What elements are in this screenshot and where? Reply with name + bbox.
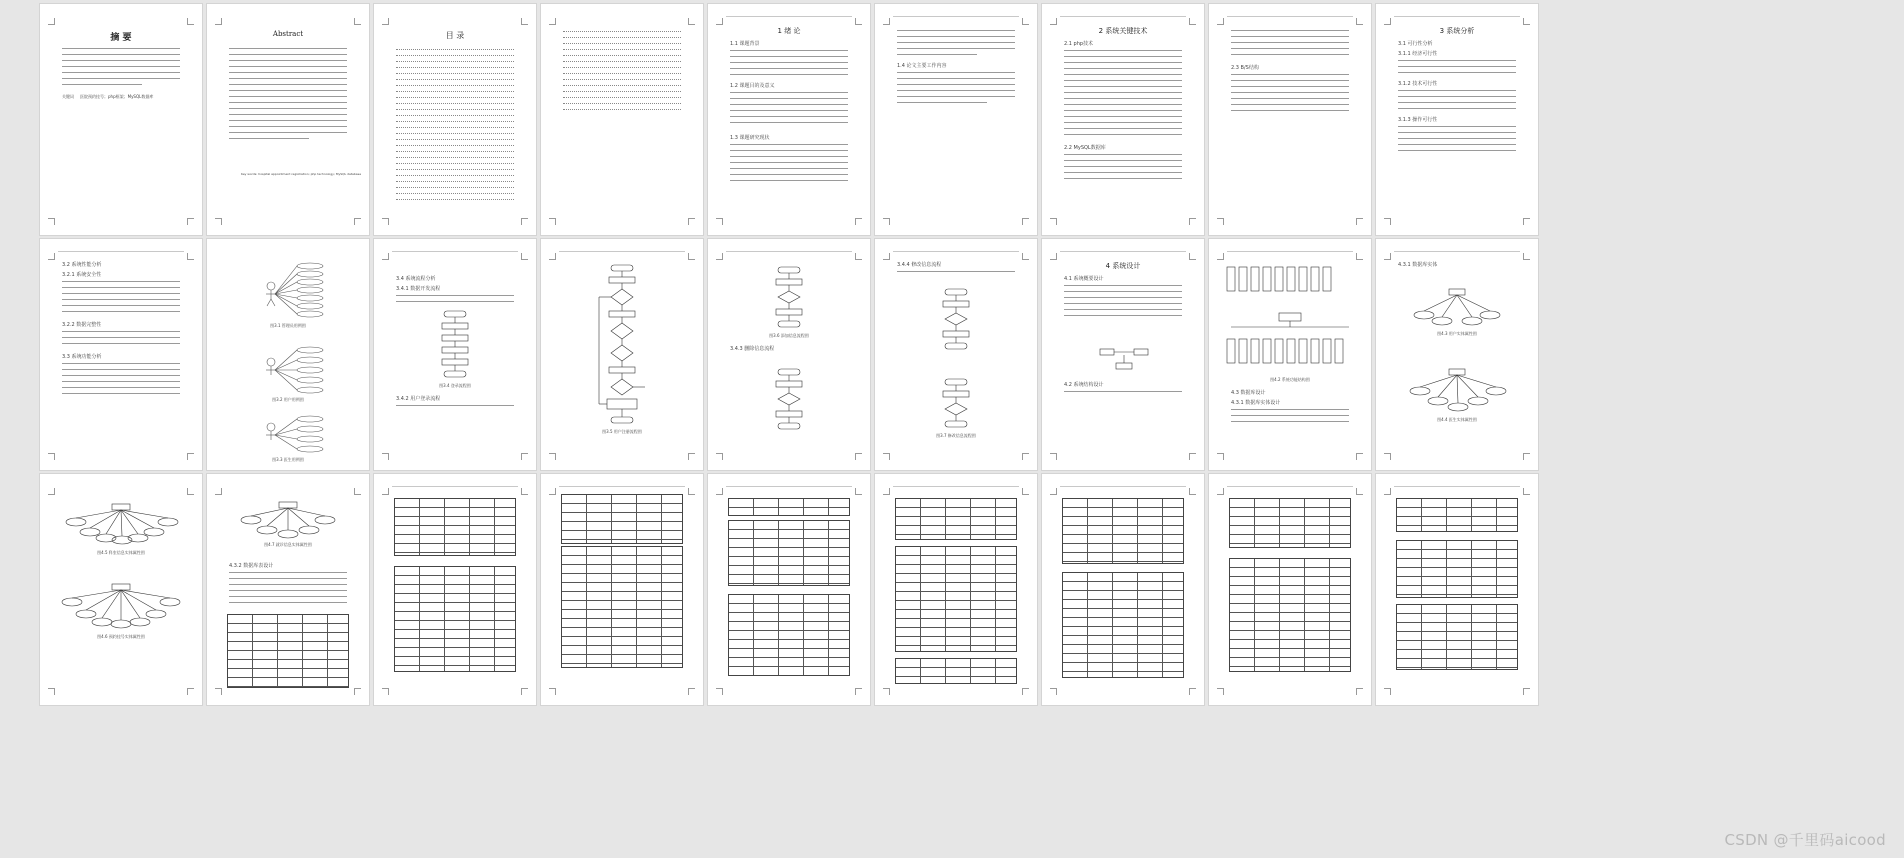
figure-caption: 图3.2 用户用例图 xyxy=(272,397,304,402)
flowchart xyxy=(541,239,703,470)
figure-caption: 图3.7 修改信息流程图 xyxy=(936,433,976,438)
keywords: 医院预约挂号；php框架；MySQL数据库 xyxy=(80,94,154,99)
page-12-flow[interactable] xyxy=(374,239,536,470)
section-heading: 3.1.2 技术可行性 xyxy=(1398,81,1438,87)
database-table xyxy=(561,494,683,544)
section-heading: 3.4.2 用户登录流程 xyxy=(396,396,441,402)
section-heading: 3.4 系统流程分析 xyxy=(396,276,436,282)
page-2-abstract-en[interactable] xyxy=(207,4,369,235)
architecture-diagram xyxy=(1042,239,1204,470)
page-24-tables[interactable] xyxy=(875,474,1037,705)
keywords-label: 关键词 xyxy=(62,94,74,99)
page-4-toc-cont[interactable] xyxy=(541,4,703,235)
section-heading: 4.3 数据库设计 xyxy=(1231,390,1266,396)
figure-caption: 图3.5 用户注册流程图 xyxy=(602,429,642,434)
entity-attribute-diagrams xyxy=(40,474,202,705)
page-23-tables[interactable] xyxy=(708,474,870,705)
section-heading: 3.2.1 系统安全性 xyxy=(62,272,102,278)
chapter-heading: 2 系统关键技术 xyxy=(1098,27,1148,35)
chapter-heading: 1 绪 论 xyxy=(777,27,801,35)
figure-caption: 图4.3 用户实体属性图 xyxy=(1437,331,1477,336)
page-8-chapter2-cont[interactable] xyxy=(1209,4,1371,235)
database-table xyxy=(394,566,516,672)
database-table xyxy=(895,498,1017,540)
figure-caption: 图3.6 添加信息流程图 xyxy=(769,333,809,338)
page-15-flow[interactable] xyxy=(875,239,1037,470)
database-table xyxy=(895,546,1017,652)
database-table xyxy=(895,658,1017,684)
page-17-structure[interactable] xyxy=(1209,239,1371,470)
section-heading: 3.4.4 修改信息流程 xyxy=(897,262,942,268)
page-3-toc[interactable] xyxy=(374,4,536,235)
page-19-entities[interactable] xyxy=(40,474,202,705)
database-table xyxy=(1229,498,1351,548)
database-table xyxy=(728,594,850,676)
figure-caption: 图4.4 医生实体属性图 xyxy=(1437,417,1477,422)
page-5-chapter1[interactable] xyxy=(708,4,870,235)
page-14-flow[interactable] xyxy=(708,239,870,470)
chapter-heading: 3 系统分析 xyxy=(1439,27,1475,35)
section-heading: 3.1.1 经济可行性 xyxy=(1398,51,1438,57)
section-heading: 3.2.2 数据完整性 xyxy=(62,322,102,328)
database-table xyxy=(561,546,683,668)
database-table xyxy=(1229,558,1351,672)
chapter-heading: 4 系统设计 xyxy=(1105,262,1141,270)
database-table xyxy=(1062,498,1184,564)
database-table xyxy=(1062,572,1184,678)
figure-caption: 图4.6 预约挂号实体属性图 xyxy=(97,634,145,639)
page-10-chapter3-cont[interactable] xyxy=(40,239,202,470)
figure-caption: 图3.3 医生用例图 xyxy=(272,457,304,462)
database-table xyxy=(728,520,850,586)
csdn-watermark: CSDN @千里码aicood xyxy=(1724,831,1886,849)
section-heading: 3.1.3 操作可行性 xyxy=(1398,117,1438,123)
section-heading: 4.2 系统结构设计 xyxy=(1064,382,1104,388)
keywords: Key words: hospital appointment registration; php technology; MySQL database xyxy=(241,172,362,176)
section-heading: 4.3.2 数据库表设计 xyxy=(229,563,274,569)
page-heading: Abstract xyxy=(272,30,304,38)
section-heading: 2.3 B/S结构 xyxy=(1231,65,1259,71)
section-heading: 3.2 系统性能分析 xyxy=(62,262,102,268)
page-heading: 摘 要 xyxy=(110,33,132,43)
page-13-flow[interactable] xyxy=(541,239,703,470)
entity-attribute-diagrams xyxy=(1376,239,1538,470)
page-6-chapter1-cont[interactable] xyxy=(875,4,1037,235)
page-25-tables[interactable] xyxy=(1042,474,1204,705)
figure-caption: 图3.4 登录流程图 xyxy=(439,383,471,388)
system-structure-diagram xyxy=(1209,239,1371,470)
page-18-entities[interactable] xyxy=(1376,239,1538,470)
section-heading: 2.1 php技术 xyxy=(1064,41,1094,47)
page-heading: 目 录 xyxy=(445,31,465,40)
page-7-chapter2[interactable] xyxy=(1042,4,1204,235)
section-heading: 3.1 可行性分析 xyxy=(1398,41,1433,47)
database-table xyxy=(1396,498,1518,532)
figure-caption: 图4.7 就诊信息实体属性图 xyxy=(264,542,312,547)
page-27-tables[interactable] xyxy=(1376,474,1538,705)
figure-caption: 图3.1 管理员用例图 xyxy=(270,323,306,328)
page-22-tables[interactable] xyxy=(541,474,703,705)
document-page-grid xyxy=(40,4,1538,705)
database-table xyxy=(1396,604,1518,670)
page-9-chapter3[interactable] xyxy=(1376,4,1538,235)
database-table xyxy=(227,614,349,688)
page-21-tables[interactable] xyxy=(374,474,536,705)
use-case-diagrams xyxy=(207,239,369,470)
section-heading: 4.1 系统概要设计 xyxy=(1064,276,1104,282)
section-heading: 2.2 MySQL数据库 xyxy=(1064,145,1106,151)
section-heading: 3.4.1 数据开发流程 xyxy=(396,286,441,292)
section-heading: 4.3.1 数据库实体 xyxy=(1398,262,1438,268)
page-11-usecase[interactable] xyxy=(207,239,369,470)
page-1-abstract-cn[interactable] xyxy=(40,4,202,235)
section-heading: 4.3.1 数据库实体设计 xyxy=(1231,400,1281,406)
section-heading: 3.4.3 删除信息流程 xyxy=(730,346,775,352)
section-heading: 3.3 系统功能分析 xyxy=(62,354,102,360)
section-heading: 1.1 课题背景 xyxy=(730,41,760,47)
figure-caption: 图4.2 系统功能结构图 xyxy=(1270,377,1310,382)
database-table xyxy=(394,498,516,556)
database-table xyxy=(728,498,850,516)
section-heading: 1.2 课题目的及意义 xyxy=(730,83,775,89)
page-16-chapter4[interactable] xyxy=(1042,239,1204,470)
section-heading: 1.3 课题研究现状 xyxy=(730,135,770,141)
flowchart xyxy=(374,239,536,470)
section-heading: 1.4 论文主要工作内容 xyxy=(897,63,947,69)
flowchart xyxy=(708,239,870,470)
page-26-tables[interactable] xyxy=(1209,474,1371,705)
figure-caption: 图4.5 科室信息实体属性图 xyxy=(97,550,145,555)
page-20-entities-tables[interactable] xyxy=(207,474,369,705)
database-table xyxy=(1396,540,1518,598)
